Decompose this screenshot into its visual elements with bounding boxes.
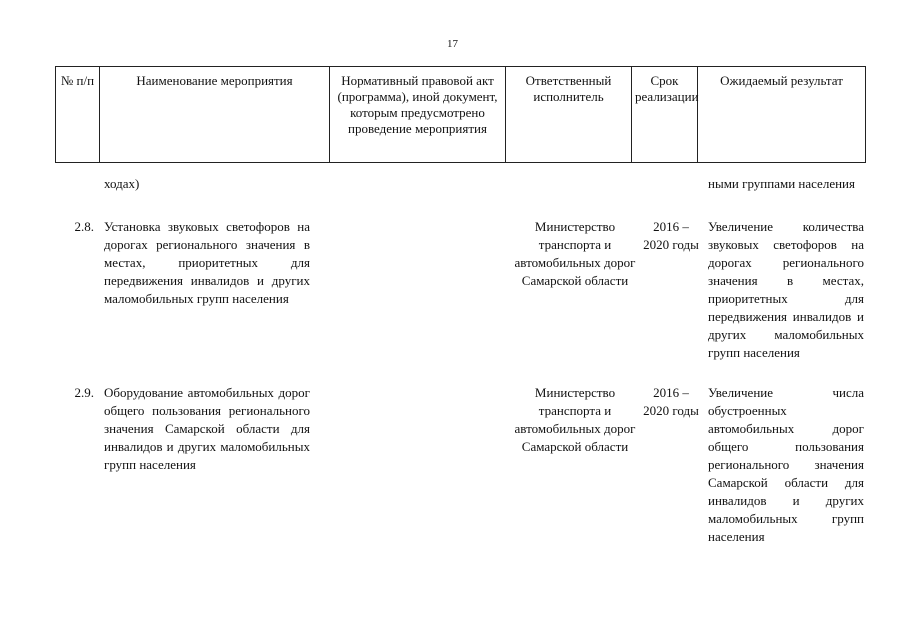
header-name: Наименование мероприятия	[100, 67, 330, 163]
row-result: Увеличение количества звуковых светофоров на дорогах регионального значения в местах, приоритетных для передвижения инвалидов и других маломобильных групп населения	[708, 219, 864, 360]
page-number: 17	[447, 38, 458, 50]
continuation-result: ными группами населения	[708, 176, 855, 191]
row-result: Увеличение числа обустроенных автомобильных дорог общего пользования регионального значения Самарской области для инвалидов и других маломобильных групп населения	[708, 385, 864, 544]
header-executor: Ответственный исполнитель	[506, 67, 632, 163]
row-term: 2016 – 2020 годы	[643, 219, 699, 252]
row-number: 2.9.	[74, 385, 94, 400]
row-executor: Министерство транспорта и автомобильных дорог Самарской области	[514, 385, 636, 454]
row-name: Установка звуковых светофоров на дорогах регионального значения в местах, приоритетных для передвижения инвалидов и других маломобильных групп населения	[104, 219, 310, 306]
header-result: Ожидаемый результат	[698, 67, 866, 163]
row-name: Оборудование автомобильных дорог общего пользования регионального значения Самарской области для инвалидов и других маломобильных групп населения	[104, 385, 310, 472]
row-executor: Министерство транспорта и автомобильных дорог Самарской области	[514, 219, 636, 288]
continuation-name: ходах)	[104, 176, 140, 191]
table-header	[55, 66, 866, 163]
row-term: 2016 – 2020 годы	[643, 385, 699, 418]
header-term: Срок реализации	[632, 67, 698, 163]
header-number: № п/п	[56, 67, 100, 163]
header-legal-act: Нормативный правовой акт (программа), иной документ, которым предусмотрено проведение мероприятия	[330, 67, 506, 163]
row-number: 2.8.	[74, 219, 94, 234]
